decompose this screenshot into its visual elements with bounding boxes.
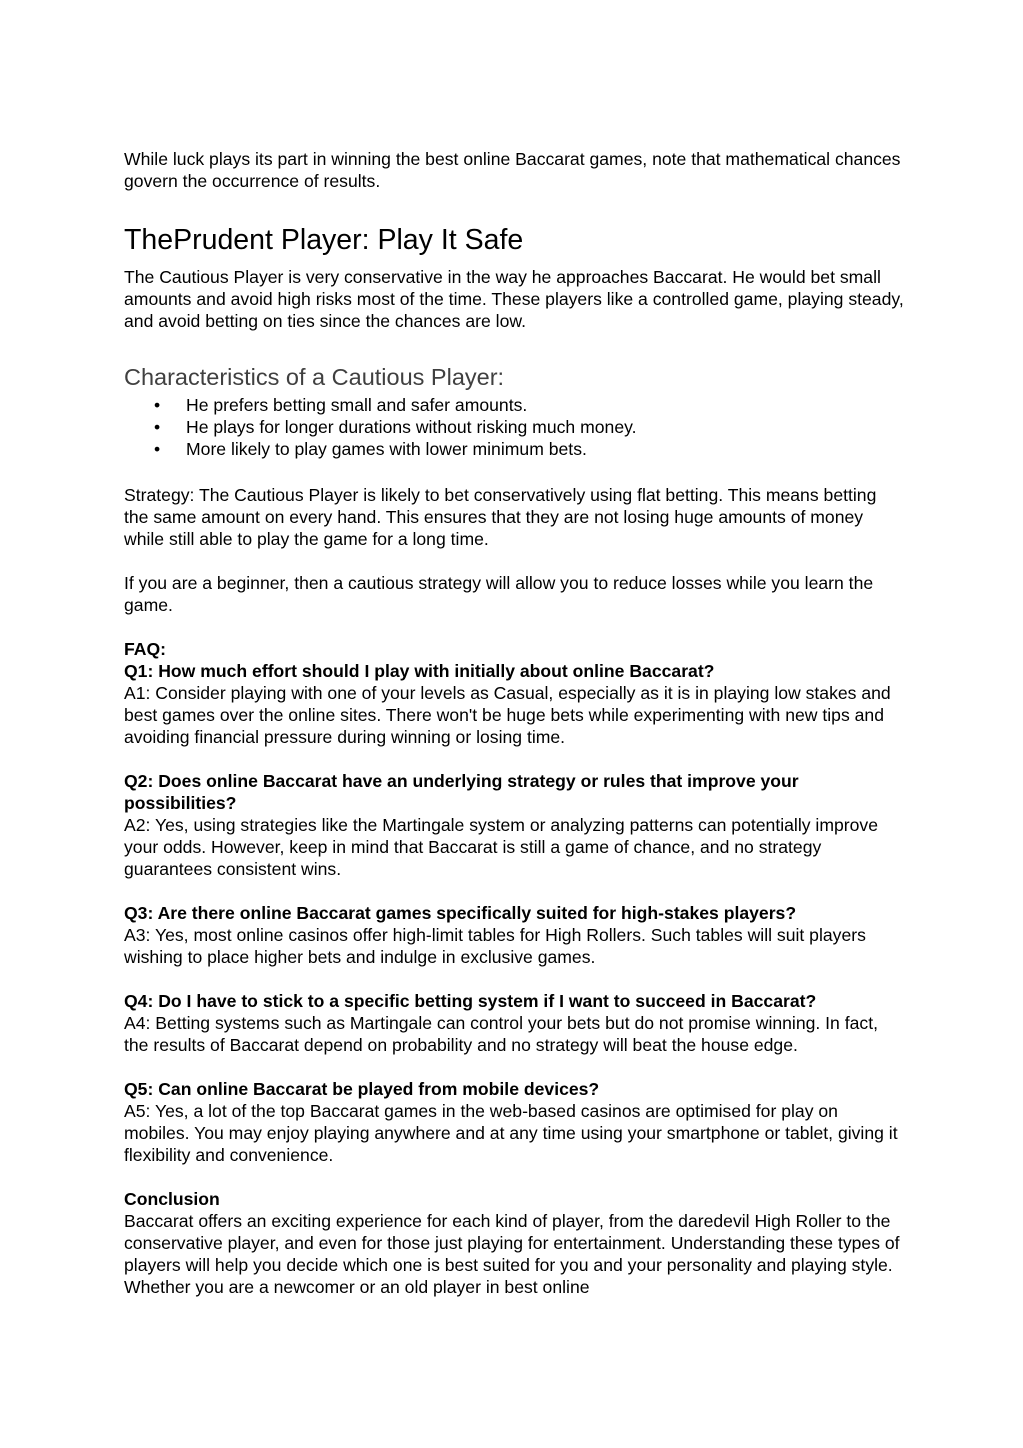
bullet-icon: • bbox=[154, 417, 161, 437]
list-item-text: He plays for longer durations without risking much money. bbox=[186, 417, 637, 437]
characteristics-heading: Characteristics of a Cautious Player: bbox=[124, 364, 505, 390]
faq-question: Q1: How much effort should I play with initially about online Baccarat? bbox=[124, 661, 715, 681]
document-page bbox=[124, 148, 904, 1298]
faq-answer: A3: Yes, most online casinos offer high-limit tables for High Rollers. Such tables will suit players wishing to place higher bets and indulge in exclusive games. bbox=[124, 925, 866, 967]
strategy-paragraph: Strategy: The Cautious Player is likely to bet conservatively using flat betting. This means betting the same amount on every hand. This ensures that they are not losing huge amounts of money while still able to play the game for a long time. bbox=[124, 485, 877, 549]
faq-question: Q2: Does online Baccarat have an underlying strategy or rules that improve your possibilities? bbox=[124, 771, 799, 813]
faq-question: Q4: Do I have to stick to a specific betting system if I want to succeed in Baccarat? bbox=[124, 991, 817, 1011]
list-item bbox=[124, 394, 904, 416]
conclusion-section bbox=[124, 1188, 904, 1298]
faq-question: Q3: Are there online Baccarat games specifically suited for high-stakes players? bbox=[124, 903, 797, 923]
faq-item bbox=[124, 1078, 904, 1166]
faq-answer: A2: Yes, using strategies like the Martingale system or analyzing patterns can potentially improve your odds. However, keep in mind that Baccarat is still a game of chance, and no strategy guarantees consistent wins. bbox=[124, 815, 878, 879]
faq-item bbox=[124, 902, 904, 968]
intro-paragraph: While luck plays its part in winning the best online Baccarat games, note that mathematical chances govern the occurrence of results. bbox=[124, 149, 901, 191]
list-item-text: He prefers betting small and safer amounts. bbox=[186, 395, 528, 415]
faq-answer: A4: Betting systems such as Martingale can control your bets but do not promise winning. In fact, the results of Baccarat depend on probability and no strategy will beat the house edge. bbox=[124, 1013, 878, 1055]
faq-heading: FAQ: bbox=[124, 639, 167, 659]
conclusion-heading: Conclusion bbox=[124, 1189, 220, 1209]
bullet-icon: • bbox=[154, 439, 161, 459]
list-item-text: More likely to play games with lower minimum bets. bbox=[186, 439, 587, 459]
faq-answer: A1: Consider playing with one of your levels as Casual, especially as it is in playing low stakes and best games over the online sites. There won't be huge bets while experimenting with new tips and avoiding financial pressure during winning or losing time. bbox=[124, 683, 891, 747]
bullet-icon: • bbox=[154, 395, 161, 415]
list-item bbox=[124, 438, 904, 460]
conclusion-paragraph: Baccarat offers an exciting experience for each kind of player, from the daredevil High Roller to the conservative player, and even for those just playing for entertainment. Understanding these types of players will help you decide which one is best suited for you and your personality and playing style. Whether you are a newcomer or an old player in best online bbox=[124, 1211, 900, 1297]
section-heading-prudent-player: ThePrudent Player: Play It Safe bbox=[124, 224, 524, 256]
faq-item bbox=[124, 990, 904, 1056]
faq-item bbox=[124, 770, 904, 880]
faq-question: Q5: Can online Baccarat be played from mobile devices? bbox=[124, 1079, 600, 1099]
faq-item bbox=[124, 660, 904, 748]
beginner-paragraph: If you are a beginner, then a cautious strategy will allow you to reduce losses while you learn the game. bbox=[124, 573, 874, 615]
list-item bbox=[124, 416, 904, 438]
prudent-player-paragraph: The Cautious Player is very conservative in the way he approaches Baccarat. He would bet small amounts and avoid high risks most of the time. These players like a controlled game, playing steady, and avoid betting on ties since the chances are low. bbox=[124, 267, 904, 331]
characteristics-list bbox=[124, 394, 904, 460]
faq-answer: A5: Yes, a lot of the top Baccarat games in the web-based casinos are optimised for play on mobiles. You may enjoy playing anywhere and at any time using your smartphone or tablet, giving it flexibility and convenience. bbox=[124, 1101, 898, 1165]
